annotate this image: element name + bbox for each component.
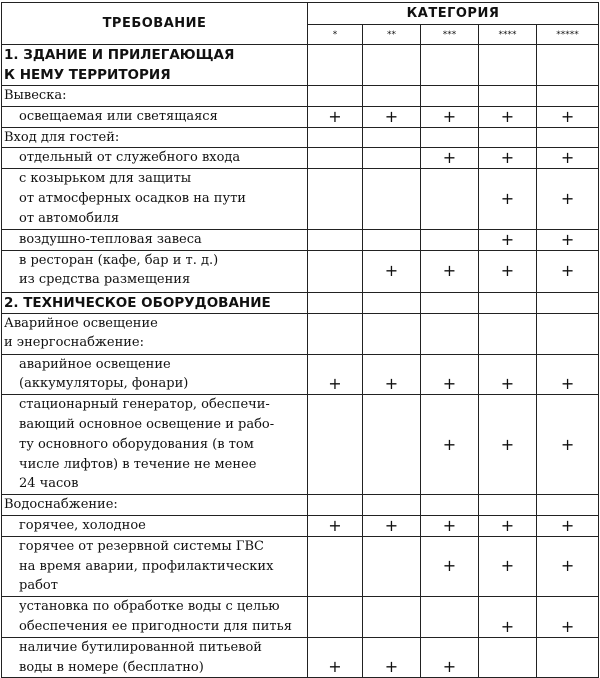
table-row (2, 637, 599, 678)
category-1-mark: + (308, 515, 363, 536)
category-5-mark: + (537, 250, 599, 292)
category-2-mark (363, 229, 421, 250)
category-5-mark: + (537, 395, 599, 495)
category-4-mark: + (479, 536, 537, 596)
category-5-mark: + (537, 536, 599, 596)
category-4-mark (479, 637, 537, 678)
category-3-mark (421, 597, 479, 638)
category-5-mark: + (537, 597, 599, 638)
category-3-mark (421, 229, 479, 250)
table-row (2, 354, 599, 395)
category-4-mark: + (479, 106, 537, 127)
category-1-mark (308, 229, 363, 250)
category-5-mark (537, 127, 599, 148)
group-label: Водоснабжение: (2, 495, 308, 516)
table-row (2, 169, 599, 229)
table-row (2, 597, 599, 638)
category-2-star: ** (363, 25, 421, 45)
category-2-mark: + (363, 637, 421, 678)
category-3-mark: + (421, 106, 479, 127)
category-5-mark: + (537, 515, 599, 536)
category-2-mark (363, 86, 421, 107)
category-4-mark: + (479, 169, 537, 229)
category-1-mark: + (308, 354, 363, 395)
group-label: Вывеска: (2, 86, 308, 107)
requirement-text: горячее от резервной системы ГВС на время аварии, профилактических работ (2, 536, 308, 596)
category-3-mark (421, 313, 479, 354)
category-4-mark: + (479, 250, 537, 292)
category-4-mark: + (479, 515, 537, 536)
section-title: 2. ТЕХНИЧЕСКОЕ ОБОРУДОВАНИЕ (2, 292, 308, 313)
category-2-mark: + (363, 515, 421, 536)
category-3-mark (421, 127, 479, 148)
category-2-mark (363, 148, 421, 169)
category-1-mark (308, 395, 363, 495)
category-5-mark (537, 292, 599, 313)
category-3-mark: + (421, 637, 479, 678)
category-2-mark (363, 395, 421, 495)
category-4-mark: + (479, 354, 537, 395)
category-4-mark (479, 127, 537, 148)
category-5-mark (537, 495, 599, 516)
requirement-text: горячее, холодное (2, 515, 308, 536)
requirement-text: аварийное освещение (аккумуляторы, фонари) (2, 354, 308, 395)
header-row (2, 3, 599, 25)
category-4-mark (479, 495, 537, 516)
category-2-mark (363, 536, 421, 596)
requirement-text: освещаемая или светящаяся (2, 106, 308, 127)
category-1-mark (308, 45, 363, 86)
category-1-mark (308, 169, 363, 229)
category-2-mark: + (363, 106, 421, 127)
category-3-mark: + (421, 148, 479, 169)
table-row (2, 45, 599, 86)
group-label: Аварийное освещение и энергоснабжение: (2, 313, 308, 354)
requirement-text: стационарный генератор, обеспечи- вающий основное освещение и рабо- ту основного оборудования (в том числе лифтов) в течение не менее 24 часов (2, 395, 308, 495)
table-row (2, 313, 599, 354)
category-1-star: * (308, 25, 363, 45)
category-3-mark: + (421, 354, 479, 395)
category-3-mark (421, 45, 479, 86)
requirement-text: с козырьком для защиты от атмосферных осадков на пути от автомобиля (2, 169, 308, 229)
category-4-mark (479, 313, 537, 354)
requirement-text: воздушно-тепловая завеса (2, 229, 308, 250)
hotel-category-requirements-table (1, 2, 599, 678)
category-3-mark: + (421, 515, 479, 536)
category-3-mark (421, 86, 479, 107)
group-label: Вход для гостей: (2, 127, 308, 148)
category-5-mark (537, 637, 599, 678)
category-2-mark (363, 169, 421, 229)
category-1-mark (308, 495, 363, 516)
category-1-mark (308, 250, 363, 292)
table-row (2, 127, 599, 148)
category-3-star: *** (421, 25, 479, 45)
category-2-mark (363, 45, 421, 86)
table-body (2, 45, 599, 678)
table-row (2, 536, 599, 596)
requirement-text: в ресторан (кафе, бар и т. д.) из средства размещения (2, 250, 308, 292)
category-2-mark (363, 292, 421, 313)
table-row (2, 148, 599, 169)
category-2-mark (363, 313, 421, 354)
table-row (2, 292, 599, 313)
category-1-mark (308, 292, 363, 313)
table-row (2, 515, 599, 536)
category-3-mark: + (421, 250, 479, 292)
category-5-mark (537, 86, 599, 107)
category-3-mark (421, 292, 479, 313)
category-4-mark (479, 292, 537, 313)
category-3-mark (421, 495, 479, 516)
category-3-mark (421, 169, 479, 229)
category-5-mark: + (537, 229, 599, 250)
category-1-mark (308, 148, 363, 169)
requirement-text: установка по обработке воды с целью обеспечения ее пригодности для питья (2, 597, 308, 638)
table-row (2, 495, 599, 516)
category-5-star: ***** (537, 25, 599, 45)
category-1-mark: + (308, 106, 363, 127)
table-row (2, 250, 599, 292)
category-1-mark: + (308, 637, 363, 678)
category-4-mark: + (479, 229, 537, 250)
category-1-mark (308, 597, 363, 638)
category-1-mark (308, 536, 363, 596)
category-5-mark: + (537, 148, 599, 169)
requirement-header: ТРЕБОВАНИЕ (2, 3, 308, 45)
section-title: 1. ЗДАНИЕ И ПРИЛЕГАЮЩАЯ К НЕМУ ТЕРРИТОРИЯ (2, 45, 308, 86)
category-3-mark: + (421, 395, 479, 495)
table-row (2, 106, 599, 127)
category-4-mark: + (479, 395, 537, 495)
category-5-mark (537, 45, 599, 86)
category-1-mark (308, 127, 363, 148)
category-2-mark (363, 127, 421, 148)
category-4-mark: + (479, 597, 537, 638)
category-5-mark: + (537, 106, 599, 127)
category-4-mark (479, 45, 537, 86)
category-3-mark: + (421, 536, 479, 596)
table-row (2, 395, 599, 495)
category-4-star: **** (479, 25, 537, 45)
category-2-mark: + (363, 250, 421, 292)
table-row (2, 86, 599, 107)
category-1-mark (308, 86, 363, 107)
category-2-mark (363, 597, 421, 638)
category-2-mark (363, 495, 421, 516)
requirement-text: отдельный от служебного входа (2, 148, 308, 169)
table-row (2, 229, 599, 250)
category-header: КАТЕГОРИЯ (308, 3, 599, 25)
requirement-text: наличие бутилированной питьевой воды в номере (бесплатно) (2, 637, 308, 678)
category-4-mark: + (479, 148, 537, 169)
category-4-mark (479, 86, 537, 107)
category-1-mark (308, 313, 363, 354)
category-2-mark: + (363, 354, 421, 395)
category-5-mark: + (537, 169, 599, 229)
category-5-mark (537, 313, 599, 354)
category-5-mark: + (537, 354, 599, 395)
